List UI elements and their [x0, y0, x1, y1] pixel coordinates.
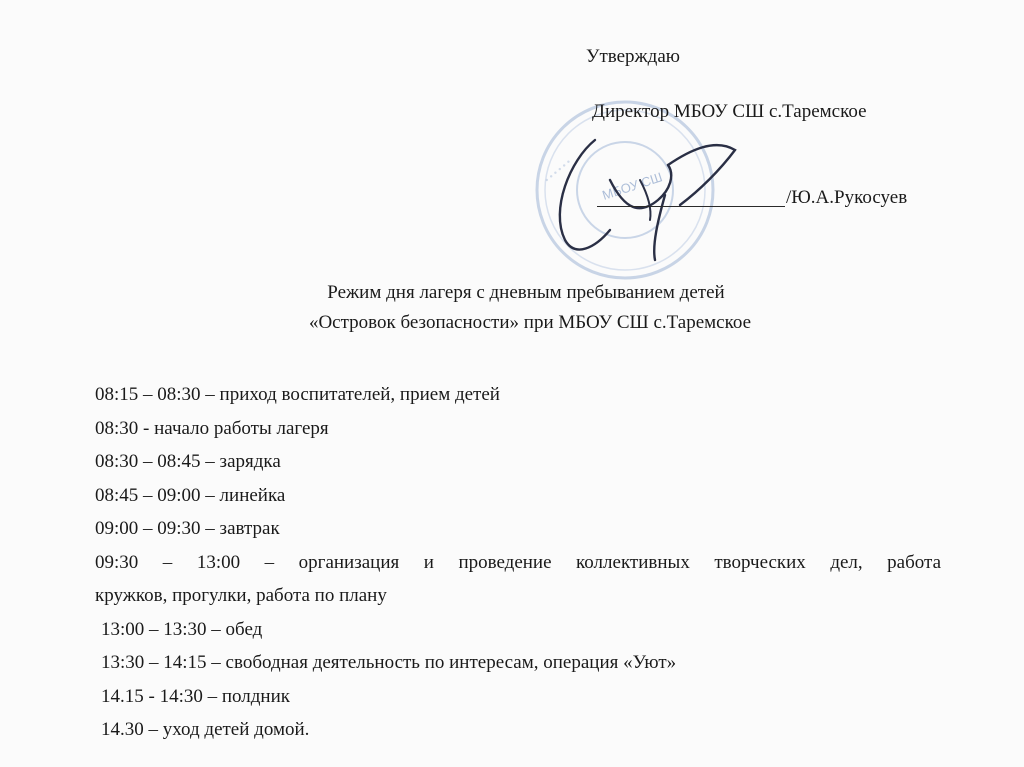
- schedule-item: 09:00 – 09:30 – завтрак: [95, 518, 280, 539]
- schedule-item: 08:30 - начало работы лагеря: [95, 417, 329, 439]
- signer-name: /Ю.А.Рукосуев: [786, 187, 908, 208]
- approval-heading: Утверждаю: [586, 46, 680, 67]
- svg-text:• • • • • •: • • • • • •: [542, 156, 573, 185]
- schedule-list: [95, 378, 941, 747]
- schedule-item-continuation: кружков, прогулки, работа по плану: [95, 585, 387, 606]
- schedule-item: 14.15 - 14:30 – полдник: [101, 685, 290, 707]
- schedule-item: 09:30 – 13:00 – организация и проведение коллективных творческих дел, работа: [95, 551, 941, 573]
- schedule-item: 13:00 – 13:30 – обед: [101, 618, 263, 640]
- svg-text:МБОУ СШ: МБОУ СШ: [600, 169, 665, 203]
- schedule-item: 08:45 – 09:00 – линейка: [95, 484, 286, 506]
- document-title-line-1: Режим дня лагеря с дневным пребыванием детей: [327, 282, 725, 303]
- schedule-item: 13:30 – 14:15 – свободная деятельность по интересам, операция «Уют»: [101, 652, 677, 673]
- handwritten-signature: [540, 120, 760, 270]
- schedule-item: 08:30 – 08:45 – зарядка: [95, 451, 281, 472]
- document-title-line-2: «Островок безопасности» при МБОУ СШ с.Таремское: [308, 312, 752, 333]
- director-title: Директор МБОУ СШ с.Таремское: [592, 101, 867, 122]
- signature-line: [597, 206, 785, 207]
- schedule-item: 14.30 – уход детей домой.: [101, 719, 310, 740]
- schedule-item: 08:15 – 08:30 – приход воспитателей, прием детей: [95, 384, 500, 405]
